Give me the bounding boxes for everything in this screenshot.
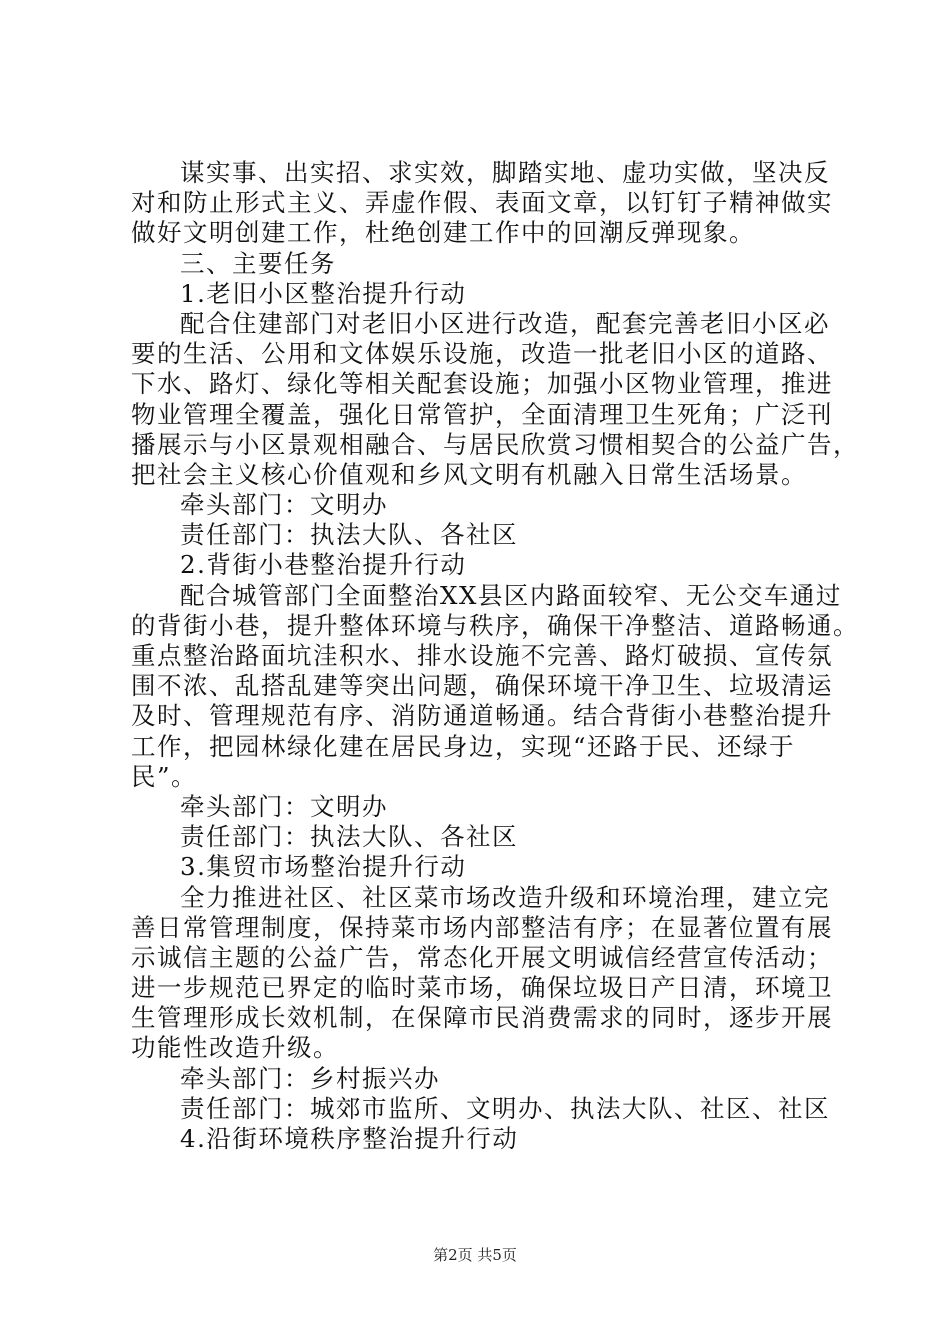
text-line: 把社会主义核心价值观和乡风文明有机融入日常生活场景。 [131, 459, 807, 489]
text-line: 生管理形成长效机制，在保障市民消费需求的同时，逐步开展 [131, 1003, 833, 1033]
text-line: 责任部门：城郊市监所、文明办、执法大队、社区、社区 [180, 1093, 830, 1123]
text-line: 做好文明创建工作，杜绝创建工作中的回潮反弹现象。 [131, 218, 755, 248]
text-line: 围不浓、乱搭乱建等突出问题，确保环境干净卫生、垃圾清运 [131, 671, 833, 701]
text-line: 牵头部门：乡村振兴办 [180, 1063, 440, 1093]
text-line: 责任部门：执法大队、各社区 [180, 822, 518, 852]
text-line: 及时、管理规范有序、消防通道畅通。结合背街小巷整治提升 [131, 701, 833, 731]
text-line: 对和防止形式主义、弄虚作假、表面文章，以钉钉子精神做实 [131, 188, 833, 218]
text-line: 进一步规范已界定的临时菜市场，确保垃圾日产日清，环境卫 [131, 973, 833, 1003]
text-line: 2.背街小巷整治提升行动 [180, 550, 467, 580]
text-line: 配合城管部门全面整治XX县区内路面较窄、无公交车通过 [180, 580, 842, 610]
text-line: 4.沿街环境秩序整治提升行动 [180, 1124, 519, 1153]
text-line: 要的生活、公用和文体娱乐设施，改造一批老旧小区的道路、 [131, 339, 833, 369]
text-line: 配合住建部门对老旧小区进行改造，配套完善老旧小区必 [180, 308, 830, 338]
text-line: 下水、路灯、绿化等相关配套设施；加强小区物业管理，推进 [131, 369, 833, 399]
text-line: 重点整治路面坑洼积水、排水设施不完善、路灯破损、宣传氛 [131, 641, 833, 670]
text-line: 全力推进社区、社区菜市场改造升级和环境治理，建立完 [180, 882, 830, 912]
text-line: 牵头部门：文明办 [180, 490, 388, 520]
text-line: 功能性改造升级。 [131, 1033, 339, 1063]
text-line: 牵头部门：文明办 [180, 791, 388, 821]
text-line: 三、主要任务 [180, 248, 336, 278]
document-body [131, 158, 859, 1154]
text-line: 3.集贸市场整治提升行动 [180, 852, 467, 882]
text-line: 示诚信主题的公益广告，常态化开展文明诚信经营宣传活动； [131, 942, 833, 972]
text-line: 善日常管理制度，保持菜市场内部整洁有序；在显著位置有展 [131, 912, 833, 942]
text-line: 1.老旧小区整治提升行动 [180, 278, 467, 308]
text-line: 的背街小巷，提升整体环境与秩序，确保干净整洁、道路畅通。 [131, 610, 859, 640]
text-line: 谋实事、出实招、求实效，脚踏实地、虚功实做，坚决反 [180, 158, 830, 187]
page-footer: 第2页 共5页 [433, 1246, 517, 1264]
text-line: 播展示与小区景观相融合、与居民欣赏习惯相契合的公益广告， [131, 429, 859, 459]
text-line: 工作，把园林绿化建在居民身边，实现“还路于民、还绿于 [131, 731, 796, 761]
text-line: 责任部门：执法大队、各社区 [180, 520, 518, 550]
text-line: 物业管理全覆盖，强化日常管护，全面清理卫生死角；广泛刊 [131, 399, 833, 429]
text-line: 民”。 [131, 761, 198, 791]
